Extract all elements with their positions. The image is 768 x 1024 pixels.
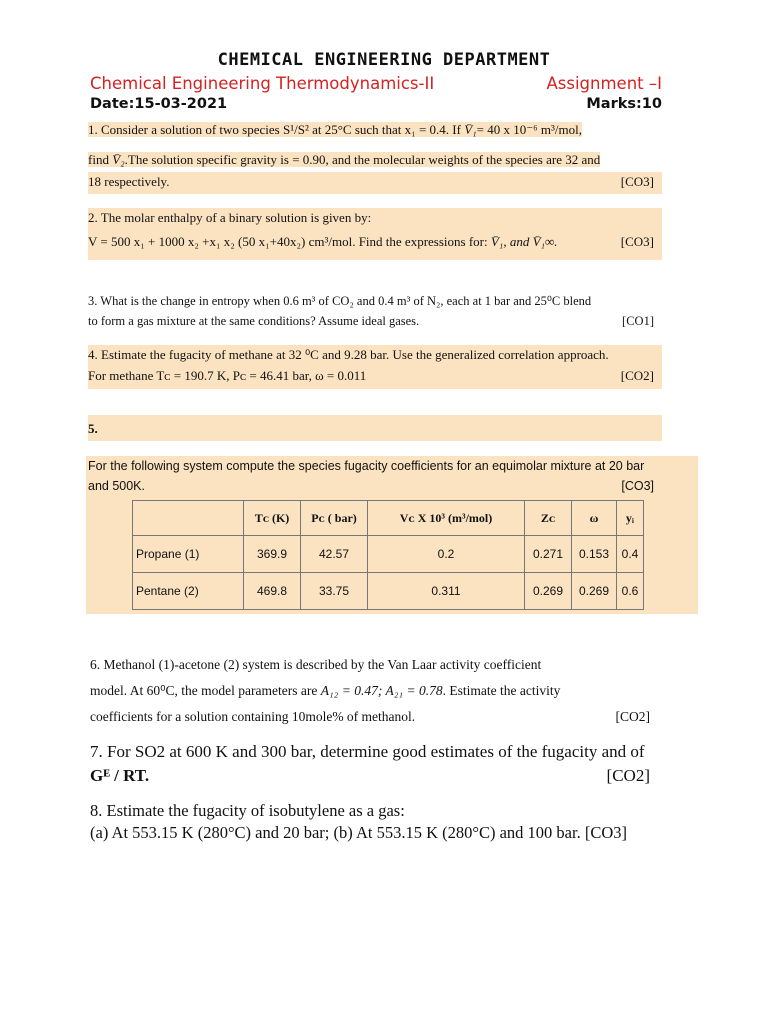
table-cell: 42.57 bbox=[301, 536, 368, 573]
q6-line1: 6. Methanol (1)-acetone (2) system is described by the Van Laar activity coefficient bbox=[90, 657, 542, 672]
table-row bbox=[133, 536, 644, 573]
question-7 bbox=[90, 740, 658, 790]
q6-line2: model. At 60⁰C, the model parameters are A₁₂ = 0.47; A₂₁ = 0.78. Estimate the activity bbox=[90, 683, 561, 698]
table-cell: 0.269 bbox=[572, 573, 617, 610]
q7-line2: Gᴱ / RT. [CO2] bbox=[90, 764, 658, 788]
q7-co: [CO2] bbox=[606, 766, 650, 785]
marks-label: Marks:10 bbox=[586, 96, 662, 112]
q5-line2: and 500K. [CO3] bbox=[86, 476, 698, 496]
table-cell: 33.75 bbox=[301, 573, 368, 610]
question-2 bbox=[88, 208, 662, 260]
table-cell: 0.311 bbox=[368, 573, 525, 610]
department-title: CHEMICAL ENGINEERING DEPARTMENT bbox=[217, 50, 551, 70]
table-header-cell: Vᴄ X 10³ (m³/mol) bbox=[368, 501, 525, 536]
table-cell: 369.9 bbox=[244, 536, 301, 573]
q2-line2: V = 500 x₁ + 1000 x₂ +x₁ x₂ (50 x₁+40x₂) cm³/mol. Find the expressions for: V̄₁, and V̄₁∞. [CO3] bbox=[88, 232, 662, 256]
table-cell: Pentane (2) bbox=[133, 573, 244, 610]
critical-properties-table bbox=[132, 500, 644, 610]
table-cell: 0.4 bbox=[617, 536, 644, 573]
table-header-cell: yᵢ bbox=[617, 501, 644, 536]
q1-line3: 18 respectively. [CO3] bbox=[88, 172, 662, 194]
table-cell: 0.6 bbox=[617, 573, 644, 610]
table-header-row bbox=[133, 501, 644, 536]
table-header-cell: Tᴄ (K) bbox=[244, 501, 301, 536]
q4-line2: For methane Tᴄ = 190.7 K, Pᴄ = 46.41 bar, ω = 0.011 [CO2] bbox=[88, 366, 662, 387]
subject-row bbox=[90, 74, 670, 98]
q3-line2: to form a gas mixture at the same conditions? Assume ideal gases. [CO1] bbox=[88, 311, 662, 331]
q6-co: [CO2] bbox=[615, 709, 650, 724]
q5-line1: For the following system compute the species fugacity coefficients for an equimolar mixture at 20 bar bbox=[88, 459, 645, 473]
q5-co: [CO3] bbox=[621, 479, 654, 493]
q3-co: [CO1] bbox=[622, 314, 654, 328]
q7-line1: 7. For SO2 at 600 K and 300 bar, determine good estimates of the fugacity and of bbox=[90, 742, 645, 761]
question-5-label: 5. bbox=[88, 415, 662, 441]
meta-row bbox=[90, 96, 670, 118]
assignment-label: Assignment –I bbox=[546, 74, 662, 93]
subject-title: Chemical Engineering Thermodynamics-II bbox=[90, 74, 435, 93]
q4-co: [CO2] bbox=[620, 368, 654, 383]
q1-co: [CO3] bbox=[620, 174, 654, 189]
table-cell: 0.269 bbox=[525, 573, 572, 610]
v2-bar-symbol: V̄₂ bbox=[112, 152, 125, 167]
question-3 bbox=[88, 291, 662, 331]
q8-line2: (a) At 553.15 K (280°C) and 20 bar; (b) At 553.15 K (280°C) and 100 bar. [CO3] bbox=[90, 823, 628, 842]
table-cell: Propane (1) bbox=[133, 536, 244, 573]
table-cell: 0.153 bbox=[572, 536, 617, 573]
v1-bar-symbol: V̄₁ bbox=[464, 122, 477, 137]
q8-line1: 8. Estimate the fugacity of isobutylene as a gas: bbox=[90, 801, 405, 820]
table-header-cell: Zᴄ bbox=[525, 501, 572, 536]
q1-line2: find V̄₂.The solution specific gravity is = 0.90, and the molecular weights of the species are 32 and bbox=[88, 152, 601, 167]
table-header-cell: Pᴄ ( bar) bbox=[301, 501, 368, 536]
table-cell: 469.8 bbox=[244, 573, 301, 610]
q2-co: [CO3] bbox=[620, 234, 654, 249]
q3-line1: 3. What is the change in entropy when 0.6 m³ of CO₂ and 0.4 m³ of N₂, each at 1 bar and 25⁰C blend bbox=[88, 294, 592, 308]
q8-co: [CO3] bbox=[584, 823, 628, 842]
partial-molar-symbols: V̄₁, and V̄₁∞. bbox=[490, 234, 558, 249]
question-5 bbox=[86, 456, 698, 614]
q6-line3: coefficients for a solution containing 10mole% of methanol. [CO2] bbox=[90, 704, 658, 730]
q2-line1: 2. The molar enthalpy of a binary solution is given by: bbox=[88, 210, 372, 225]
table-cell: 0.271 bbox=[525, 536, 572, 573]
question-8 bbox=[90, 800, 680, 848]
q4-line1: 4. Estimate the fugacity of methane at 32 ⁰C and 9.28 bar. Use the generalized correlation approach. bbox=[88, 347, 609, 362]
table-row bbox=[133, 573, 644, 610]
table-header-cell bbox=[133, 501, 244, 536]
van-laar-parameters: A₁₂ = 0.47; A₂₁ = 0.78 bbox=[320, 683, 443, 698]
date-label: Date:15-03-2021 bbox=[90, 96, 228, 112]
table-header-cell: ω bbox=[572, 501, 617, 536]
question-1 bbox=[88, 120, 662, 192]
q1-line1: 1. Consider a solution of two species S¹/S² at 25°C such that x₁ = 0.4. If V̄₁= 40 x 10⁻⁶ m³/mol, bbox=[88, 122, 582, 137]
question-6 bbox=[90, 652, 658, 732]
question-4 bbox=[88, 345, 662, 389]
table-cell: 0.2 bbox=[368, 536, 525, 573]
